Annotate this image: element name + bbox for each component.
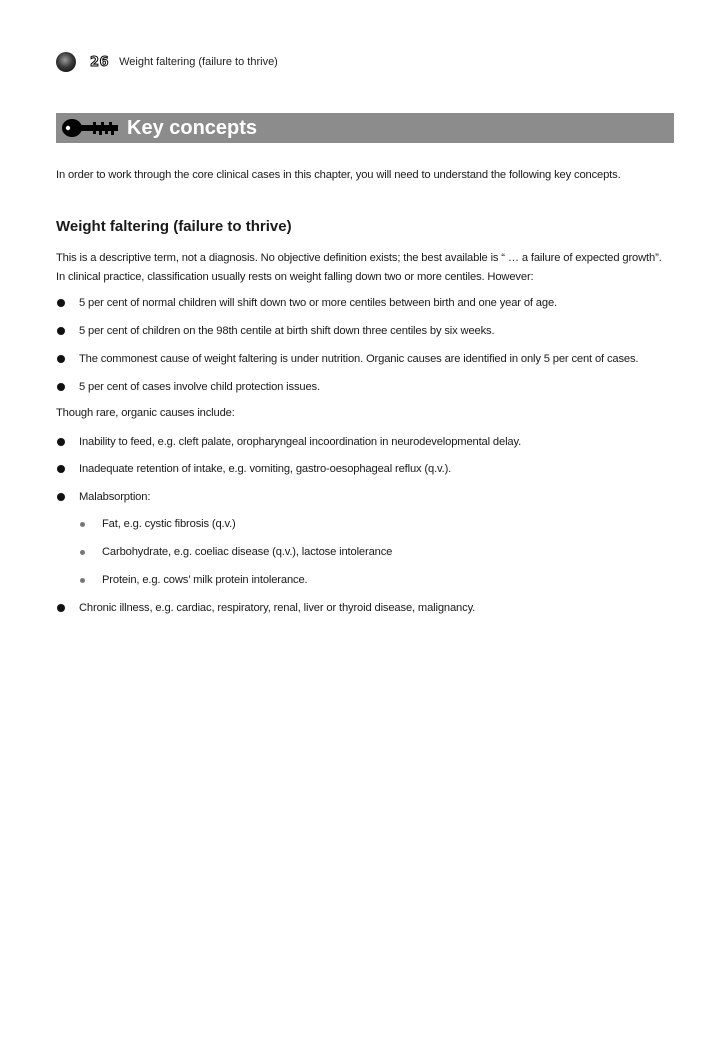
sub-bullet-dot-icon bbox=[80, 578, 85, 583]
bullet-dot-icon bbox=[57, 299, 65, 307]
bullet-dot-icon bbox=[57, 355, 65, 363]
section-paragraph: This is a descriptive term, not a diagnosis. No objective definition exists; the best available is “ … a failure of expected growth”. In clinical practice, classification usually rests on weight falling down two or more centiles. However: bbox=[56, 252, 662, 283]
bullet-dot-icon bbox=[57, 383, 65, 391]
list-item: 5 per cent of normal children will shift down two or more centiles between birth and one year of age. bbox=[56, 295, 686, 311]
banner-title: Key concepts bbox=[127, 117, 258, 139]
list-item: Chronic illness, e.g. cardiac, respiratory, renal, liver or thyroid disease, malignancy. bbox=[56, 600, 686, 616]
running-title: Weight faltering (failure to thrive) bbox=[119, 56, 278, 68]
page-number: 26 bbox=[90, 54, 110, 70]
list-item: Inability to feed, e.g. cleft palate, oropharyngeal incoordination in neurodevelopmental delay. bbox=[56, 434, 686, 450]
section-heading: Weight faltering (failure to thrive) bbox=[56, 218, 292, 235]
list-item: Malabsorption: bbox=[56, 489, 686, 505]
bullet-dot-icon bbox=[57, 438, 65, 446]
bullet-dot-icon bbox=[57, 327, 65, 335]
bullet-dot-icon bbox=[57, 493, 65, 501]
bullet-dot-icon bbox=[57, 465, 65, 473]
sub-bullet-dot-icon bbox=[80, 550, 85, 555]
sub-list-item: Carbohydrate, e.g. coeliac disease (q.v.), lactose intolerance bbox=[80, 544, 392, 560]
key-concepts-banner bbox=[56, 113, 674, 143]
list-item: 5 per cent of cases involve child protection issues. bbox=[56, 379, 686, 395]
bullet-dot-icon bbox=[57, 604, 65, 612]
running-header bbox=[56, 50, 278, 74]
list-item: Inadequate retention of intake, e.g. vomiting, gastro-oesophageal reflux (q.v.). bbox=[56, 461, 686, 477]
sub-list-item: Fat, e.g. cystic fibrosis (q.v.) bbox=[80, 516, 236, 532]
sub-bullet-dot-icon bbox=[80, 522, 85, 527]
sub-list-item: Protein, e.g. cows’ milk protein intolerance. bbox=[80, 572, 308, 588]
key-icon bbox=[60, 116, 120, 140]
list-item: 5 per cent of children on the 98th centile at birth shift down three centiles by six weeks. bbox=[56, 323, 686, 339]
page-marker-dot bbox=[56, 52, 76, 72]
list-item: The commonest cause of weight faltering is under nutrition. Organic causes are identified in only 5 per cent of cases. bbox=[56, 351, 686, 367]
intro-text: In order to work through the core clinical cases in this chapter, you will need to understand the following key concepts. bbox=[56, 169, 621, 181]
organic-causes-intro: Though rare, organic causes include: bbox=[56, 407, 235, 419]
